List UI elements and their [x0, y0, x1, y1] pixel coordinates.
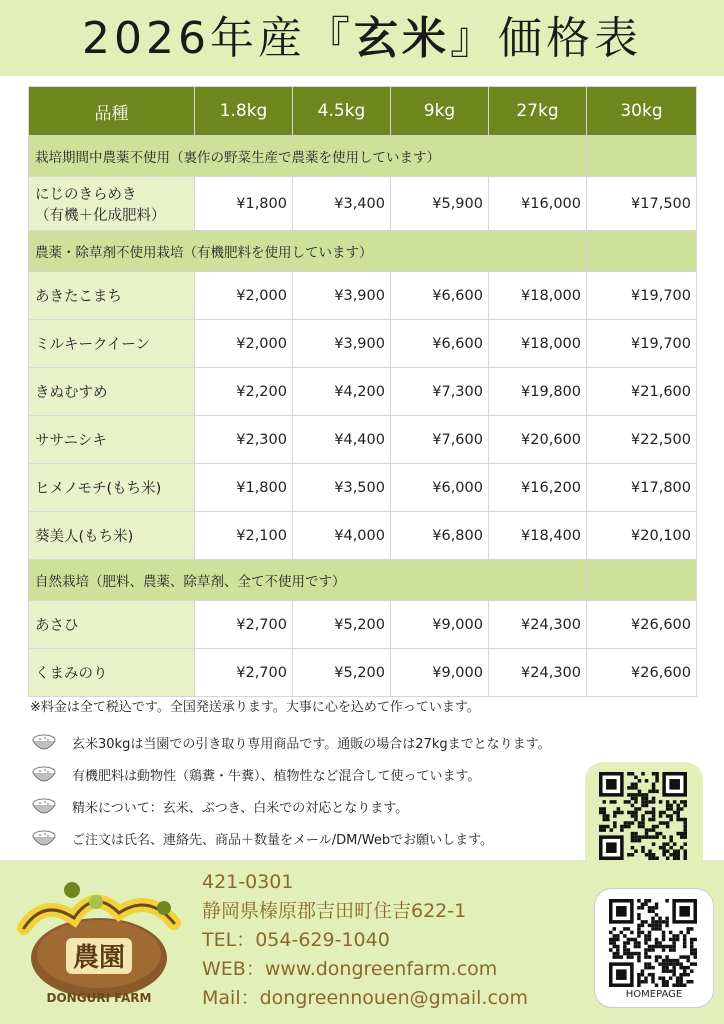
variety-name: [29, 512, 195, 560]
variety-name: [29, 601, 195, 649]
table-row: [29, 649, 697, 697]
note-main: ※料金は全て税込です。全国発送承ります。大事に心を込めて作っています。: [30, 700, 480, 715]
price-cell: ¥4,200: [293, 368, 391, 416]
variety-name-text: にじのきらめき: [35, 186, 137, 203]
price-cell: ¥26,600: [587, 601, 697, 649]
price-cell: ¥17,800: [587, 464, 697, 512]
rice-bowl-icon: [30, 763, 58, 785]
svg-text:農園: 農園: [72, 943, 126, 973]
note-bullet: [30, 822, 630, 854]
email-link[interactable]: Mail：dongreennouen@gmail.com: [202, 987, 529, 1009]
price-cell: ¥5,900: [391, 177, 489, 231]
price-cell: ¥2,700: [195, 601, 293, 649]
variety-name: [29, 464, 195, 512]
category-label: 自然栽培（肥料、農薬、除草剤、全て不使用です）: [29, 560, 587, 601]
price-cell: ¥18,000: [489, 320, 587, 368]
price-cell: ¥2,000: [195, 320, 293, 368]
category-blank-cell: [587, 560, 697, 601]
notes-section: [30, 698, 630, 854]
column-header: 4.5kg: [293, 87, 391, 136]
price-cell: ¥2,700: [195, 649, 293, 697]
price-cell: ¥17,500: [587, 177, 697, 231]
instagram-qr-card[interactable]: [585, 762, 703, 874]
note-text: 精米について：玄米、ぶつき、白米での対応となります。: [72, 800, 409, 816]
price-cell: ¥3,500: [293, 464, 391, 512]
donguri-farm-logo: [14, 878, 184, 1008]
price-cell: ¥6,600: [391, 320, 489, 368]
price-cell: ¥18,400: [489, 512, 587, 560]
rice-bowl-icon: [30, 795, 58, 817]
website-link[interactable]: WEB：www.dongreenfarm.com: [202, 958, 498, 980]
variety-name-text: ヒメノモチ(もち米): [35, 481, 162, 497]
category-blank-cell: [587, 231, 697, 272]
variety-name-text: くまみのり: [35, 666, 108, 682]
note-bullet: [30, 726, 630, 758]
price-cell: ¥4,000: [293, 512, 391, 560]
variety-name: [29, 649, 195, 697]
variety-subtext: （有機＋化成肥料）: [35, 207, 166, 224]
variety-name: [29, 320, 195, 368]
variety-name-text: きぬむすめ: [35, 385, 108, 401]
price-cell: ¥9,000: [391, 649, 489, 697]
price-cell: ¥19,700: [587, 320, 697, 368]
address: 静岡県榛原郡吉田町住吉622-1: [202, 900, 467, 922]
price-cell: ¥6,600: [391, 272, 489, 320]
price-cell: ¥21,600: [587, 368, 697, 416]
table-row: [29, 601, 697, 649]
price-cell: ¥3,900: [293, 320, 391, 368]
table-row: [29, 464, 697, 512]
price-cell: ¥20,600: [489, 416, 587, 464]
price-cell: ¥6,000: [391, 464, 489, 512]
category-row: [29, 231, 697, 272]
price-cell: ¥22,500: [587, 416, 697, 464]
variety-name: [29, 368, 195, 416]
price-cell: ¥7,600: [391, 416, 489, 464]
contact-info: [202, 868, 528, 1013]
homepage-label: HOMEPAGE: [625, 989, 683, 1000]
price-cell: ¥2,000: [195, 272, 293, 320]
category-row: [29, 136, 697, 177]
note-text: 有機肥料は動物性（鶏糞・牛糞）、植物性など混合して使っています。: [72, 768, 481, 784]
postal-code: 421-0301: [202, 871, 294, 893]
note-text: 玄米30kgは当園での引き取り専用商品です。通販の場合は27kgまでとなります。: [72, 736, 551, 752]
price-cell: ¥1,800: [195, 464, 293, 512]
price-cell: ¥2,300: [195, 416, 293, 464]
variety-name-text: ミルキークイーン: [35, 337, 150, 353]
price-cell: ¥19,700: [587, 272, 697, 320]
price-cell: ¥24,300: [489, 649, 587, 697]
price-table: [28, 86, 697, 697]
rice-bowl-icon: [30, 731, 58, 753]
table-row: [29, 512, 697, 560]
price-cell: ¥4,400: [293, 416, 391, 464]
price-cell: ¥5,200: [293, 601, 391, 649]
price-cell: ¥2,100: [195, 512, 293, 560]
category-label: 農薬・除草剤不使用栽培（有機肥料を使用しています）: [29, 231, 587, 272]
variety-name-text: あさひ: [35, 618, 79, 634]
price-cell: ¥2,200: [195, 368, 293, 416]
price-cell: ¥9,000: [391, 601, 489, 649]
price-cell: ¥16,000: [489, 177, 587, 231]
table-row: [29, 416, 697, 464]
instagram-qr-code[interactable]: [599, 772, 687, 860]
price-cell: ¥5,200: [293, 649, 391, 697]
variety-name: [29, 416, 195, 464]
table-row: [29, 320, 697, 368]
table-header-row: [29, 87, 697, 136]
price-cell: ¥16,200: [489, 464, 587, 512]
note-bullet: [30, 758, 630, 790]
homepage-qr-code[interactable]: [609, 899, 697, 987]
price-cell: ¥18,000: [489, 272, 587, 320]
variety-name-text: ササニシキ: [35, 433, 107, 449]
price-cell: ¥6,800: [391, 512, 489, 560]
price-cell: ¥1,800: [195, 177, 293, 231]
price-cell: ¥3,400: [293, 177, 391, 231]
svg-text:DONGURI FARM: DONGURI FARM: [46, 991, 152, 1005]
phone-number[interactable]: TEL：054-629-1040: [202, 929, 390, 951]
table-row: [29, 368, 697, 416]
page-title: 2026年産『玄米』価格表: [82, 13, 642, 64]
note-bullet: [30, 790, 630, 822]
homepage-qr-card[interactable]: [594, 888, 714, 1008]
variety-name: [29, 272, 195, 320]
category-blank-cell: [587, 136, 697, 177]
price-cell: ¥19,800: [489, 368, 587, 416]
column-header: 30kg: [587, 87, 697, 136]
variety-name-text: あきたこまち: [35, 289, 122, 305]
price-cell: ¥24,300: [489, 601, 587, 649]
price-cell: ¥7,300: [391, 368, 489, 416]
category-label: 栽培期間中農薬不使用（裏作の野菜生産で農薬を使用しています）: [29, 136, 587, 177]
price-cell: ¥20,100: [587, 512, 697, 560]
rice-bowl-icon: [30, 827, 58, 849]
column-header: 1.8kg: [195, 87, 293, 136]
table-row: [29, 272, 697, 320]
table-row: [29, 177, 697, 231]
category-row: [29, 560, 697, 601]
variety-name-text: 葵美人(もち米): [35, 529, 134, 545]
variety-name: [29, 177, 195, 231]
price-cell: ¥3,900: [293, 272, 391, 320]
note-text: ご注文は氏名、連絡先、商品＋数量をメール/DM/Webでお願いします。: [72, 832, 494, 848]
column-header: 27kg: [489, 87, 587, 136]
price-cell: ¥26,600: [587, 649, 697, 697]
column-header: 9kg: [391, 87, 489, 136]
column-header: 品種: [29, 87, 195, 136]
